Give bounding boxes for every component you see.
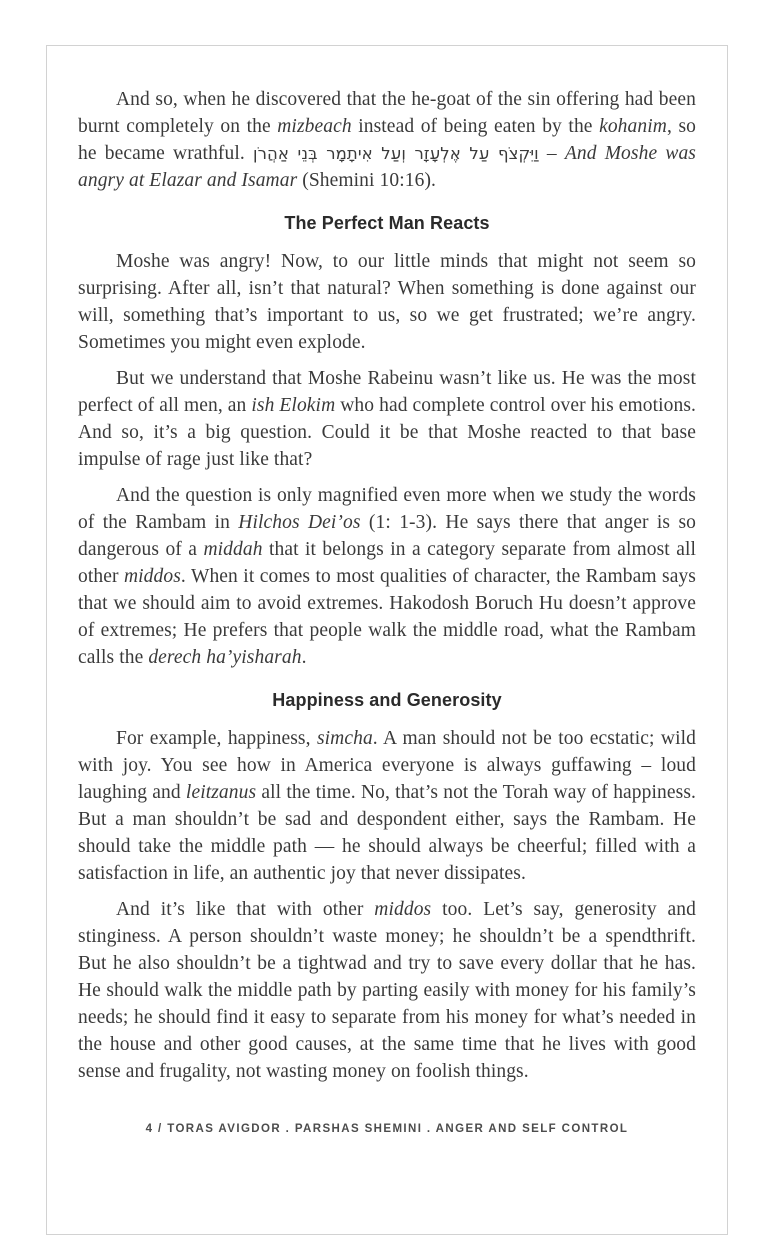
text-segment: But we understand that Moshe Rabeinu wasn’t like us. He was the most perfect of all men, an [78, 368, 696, 416]
text-segment: And the question is only magnified even more when we study the words of the Rambam in [78, 485, 696, 533]
text-segment: derech ha’yisharah [148, 647, 302, 668]
section-heading: Happiness and Generosity [272, 690, 502, 710]
document-page [46, 45, 728, 1235]
text-segment: And it’s like that with other [116, 899, 375, 920]
paragraph [78, 365, 696, 473]
text-segment: . [301, 647, 307, 668]
text-segment: leitzanus [185, 782, 257, 803]
paragraph [78, 725, 696, 887]
paragraph [78, 896, 696, 1085]
paragraph [78, 248, 696, 356]
text-segment: . A man should not be too ecstatic; wild with joy. You see how in America everyone is always guffawing – loud laughing and [78, 728, 696, 803]
text-segment: middah [203, 539, 263, 560]
text-segment: mizbeach [277, 116, 352, 137]
text-segment: . When it comes to most qualities of character, the Rambam says that we should aim to avoid extremes. Hakodosh Boruch Hu doesn’t approve of extremes; He prefers that people walk the middle road, what the Rambam calls the [78, 566, 696, 668]
text-segment: too. Let’s say, generosity and stinginess. A person shouldn’t waste money; he shouldn’t be a spendthrift. But he also shouldn’t be a tightwad and try to save every dollar that he has. He should walk the middle path by parting easily with money for his family’s needs; he should find it easy to separate from his money for what’s needed in the house and other good causes, at the same time that he lives with good sense and frugality, not wasting money on foolish things. [78, 899, 696, 1082]
text-segment: (1: 1-3). He says there that anger is so dangerous of a [78, 512, 696, 560]
text-segment: middos [123, 566, 181, 587]
text-segment: all the time. No, that’s not the Torah way of happiness. But a man shouldn’t be sad and despondent either, says the Rambam. He should take the middle path — he should always be cheerful; filled with a satisfaction in life, an authentic joy that never dissipates. [78, 782, 696, 884]
text-segment: And Moshe was angry at Elazar and Isamar [78, 143, 696, 191]
text-segment: , so he became wrathful. [78, 116, 696, 164]
section-heading: The Perfect Man Reacts [284, 213, 490, 233]
text-segment: Moshe was angry! Now, to our little minds that might not seem so surprising. After all, isn’t that natural? When something is done against our will, something that’s important to us, so we get frustrated; we’re angry. Sometimes you might even explode. [78, 251, 696, 353]
text-segment: – [538, 143, 565, 164]
text-segment: kohanim [599, 116, 667, 137]
text-segment: instead of being eaten by the [351, 116, 600, 137]
hebrew-verse: וַיִּקְצֹף עַל אֶלְעָזָר וְעַל אִיתָמָר בְּנֵי אַהֲרֹן [253, 144, 539, 163]
text-segment: that it belongs in a category separate from almost all other [78, 539, 697, 587]
text-segment: And so, when he discovered that the he-goat of the sin offering had been burnt completely on the [78, 89, 696, 137]
paragraph [78, 482, 696, 671]
text-segment: (Shemini 10:16). [297, 170, 437, 191]
text-segment: For example, happiness, [116, 728, 317, 749]
page-footer: 4 / TORAS AVIGDOR . PARSHAS SHEMINI . ANGER AND SELF CONTROL [145, 1123, 629, 1135]
paragraph [78, 86, 696, 194]
text-segment: who had complete control over his emotions. And so, it’s a big question. Could it be that Moshe reacted to that base impulse of rage just like that? [78, 395, 697, 470]
text-segment: ish Elokim [251, 395, 336, 416]
text-segment: middos [374, 899, 432, 920]
text-segment: Hilchos Dei’os [238, 512, 361, 533]
text-segment: simcha [316, 728, 373, 749]
article-body [47, 46, 727, 1085]
